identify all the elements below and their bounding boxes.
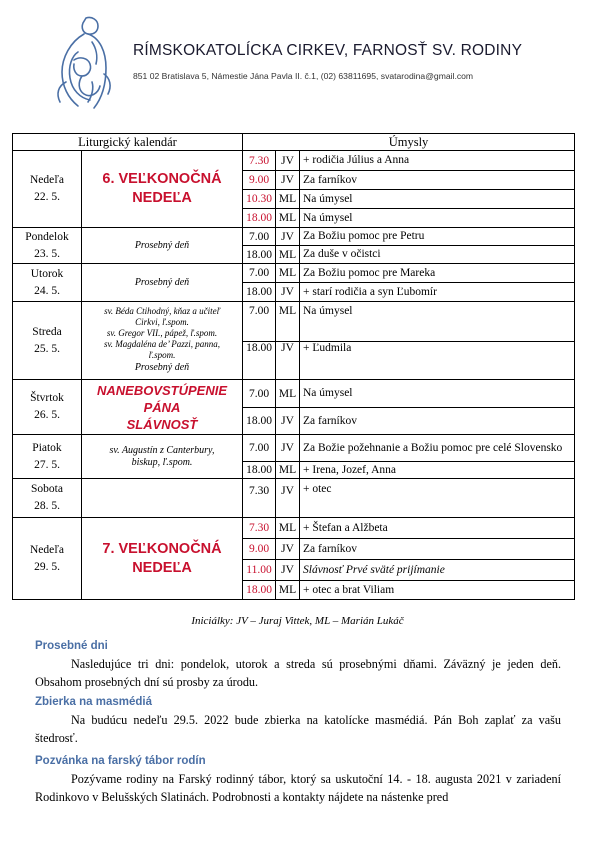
celebrant: JV [276,283,300,302]
feast-line: Prosebný deň [134,240,190,251]
section-text [35,711,561,747]
day-name: Štvrtok [30,392,64,404]
section-body: Pozývame rodiny na Farský rodinný tábor, ktorý sa uskutoční 14. - 18. augusta 2021 v zariadení Rodinkovo v Belušských Slatinách. Podrobnosti a kontakty nájdete na nástenke pred [35,772,561,804]
feast-cell [82,302,243,380]
mass-intention: + Ľudmila [300,342,575,380]
mass-time: 18.00 [243,408,276,435]
section-text [35,770,561,806]
mass-intention: Na úmysel [300,190,575,209]
celebrant: ML [276,209,300,228]
mass-time: 7.00 [243,302,276,342]
day-date: 22. 5. [34,191,60,203]
feast-cell [82,435,243,479]
celebrant: ML [276,264,300,283]
section-heading: Pozvánka na farský tábor rodín [35,755,206,767]
day-name: Nedeľa [29,543,65,556]
parish-logo [48,12,128,112]
day-cell [13,151,82,228]
mass-intention: Za farníkov [300,171,575,190]
celebrant: JV [276,408,300,435]
mass-time: 18.00 [243,342,276,380]
day-name: Utorok [30,267,64,280]
day-name: Nedeľa [29,174,65,186]
mass-time: 18.00 [243,462,276,479]
feast-line: biskup, ľ.spom. [131,456,193,468]
liturgical-calendar-table [12,133,575,600]
celebrant: JV [276,151,300,171]
section-body: Nasledujúce tri dni: pondelok, utorok a streda sú prosebnými dňami. Záväzný je jeden deň. Obsahom prosebných dní sú prosby za úrodu. [35,657,561,689]
section-body: Na budúcu nedeľu 29.5. 2022 bude zbierka na katolícke masmédiá. Pán Boh zaplať za vašu štedrosť. [35,713,561,745]
day-cell [13,380,82,435]
feast-line: Prosebný deň [134,362,190,373]
celebrant: ML [276,302,300,342]
mass-intention: + rodičia Július a Anna [300,151,575,171]
header-intentions: Úmysly [243,134,575,151]
mass-time: 18.00 [243,209,276,228]
mass-intention: Slávnosť Prvé sväté prijímanie [300,560,575,581]
mass-time: 7.00 [243,228,276,246]
day-date: 23. 5. [34,247,60,260]
celebrant: ML [276,581,300,600]
mass-intention: + otec [300,479,575,518]
feast-cell [82,518,243,600]
day-cell [13,479,82,518]
celebrant: JV [276,342,300,380]
celebrant: JV [276,435,300,462]
mass-time: 18.00 [243,581,276,600]
feast-line: sv. Augustín z Canterbury, [109,444,215,456]
mass-intention: Na úmysel [300,302,575,342]
feast-line: ľ.spom. [148,350,176,360]
feast-line: NEDEĽA [132,190,192,206]
header-calendar: Liturgický kalendár [13,134,243,151]
day-cell [13,435,82,479]
day-name: Sobota [31,483,63,495]
feast-line: Cirkvi, ľ.spom. [135,317,189,327]
celebrant: JV [276,228,300,246]
day-cell [13,264,82,302]
mass-intention: Za farníkov [300,408,575,435]
mass-intention: + otec a brat Viliam [300,581,575,600]
mass-intention: Za Božiu pomoc pre Petru [300,228,575,246]
day-name: Pondelok [25,230,69,243]
feast-line: SLÁVNOSŤ [126,416,198,432]
day-date: 29. 5. [34,560,60,573]
mass-time: 7.00 [243,380,276,408]
mass-time: 18.00 [243,283,276,302]
mass-intention: Na úmysel [300,209,575,228]
feast-cell [82,264,243,302]
mass-time: 7.00 [243,435,276,462]
celebrant: JV [276,171,300,190]
feast-line: 7. VEĽKONOČNÁ [102,540,222,557]
day-cell [13,518,82,600]
feast-cell [82,479,243,518]
mass-intention: Za Božie požehnanie a Božiu pomoc pre celé Slovensko [300,435,575,462]
mass-time: 18.00 [243,246,276,264]
celebrant: ML [276,462,300,479]
day-name: Piatok [32,441,62,454]
celebrant: ML [276,190,300,209]
mass-time: 11.00 [243,560,276,581]
celebrant: ML [276,246,300,264]
day-date: 27. 5. [34,458,60,471]
feast-line: NEDEĽA [132,559,192,576]
day-cell [13,302,82,380]
feast-line: sv. Gregor VII., pápež, ľ.spom. [106,328,218,338]
mass-intention: + Štefan a Alžbeta [300,518,575,539]
mass-intention: Za farníkov [300,539,575,560]
mass-intention: Za duše v očistci [300,246,575,264]
mass-intention: + Irena, Jozef, Anna [300,462,575,479]
mass-time: 7.00 [243,264,276,283]
feast-line: sv. Béda Ctihodný, kňaz a učiteľ [104,306,220,316]
day-name: Streda [32,325,62,338]
feast-cell [82,380,243,435]
celebrant: ML [276,518,300,539]
feast-line: NANEBOVSTÚPENIE [96,382,228,398]
celebrant: JV [276,560,300,581]
mass-intention: + starí rodičia a syn Ľubomír [300,283,575,302]
section-heading: Zbierka na masmédiá [35,696,152,708]
mass-time: 9.00 [243,539,276,560]
day-date: 28. 5. [34,500,60,512]
feast-cell [82,228,243,264]
mass-time: 7.30 [243,518,276,539]
section-text [35,655,561,691]
org-name: RÍMSKOKATOLÍCKA CIRKEV, FARNOSŤ SV. RODINY [133,42,523,59]
celebrant: JV [276,539,300,560]
org-address: 851 02 Bratislava 5, Námestie Jána Pavla II. č.1, (02) 63811695, svatarodina@gmail.com [133,71,474,81]
day-date: 24. 5. [34,284,60,297]
mass-time: 10.30 [243,190,276,209]
celebrant: JV [276,479,300,518]
day-cell [13,228,82,264]
initials-note: Iniciálky: JV – Juraj Vittek, ML – Marián Lukáč [191,615,404,627]
feast-line: 6. VEĽKONOČNÁ [102,171,222,187]
mass-time: 7.30 [243,479,276,518]
mass-intention: Na úmysel [300,380,575,408]
celebrant: ML [276,380,300,408]
feast-line: sv. Magdaléna de’ Pazzi, panna, [103,339,221,349]
mass-intention: Za Božiu pomoc pre Mareka [300,264,575,283]
day-date: 26. 5. [34,409,60,421]
mass-time: 7.30 [243,151,276,171]
feast-line: PÁNA [143,399,181,415]
day-date: 25. 5. [34,342,60,355]
section-heading: Prosebné dni [35,640,108,652]
feast-cell [82,151,243,228]
feast-line: Prosebný deň [134,277,190,288]
mass-time: 9.00 [243,171,276,190]
